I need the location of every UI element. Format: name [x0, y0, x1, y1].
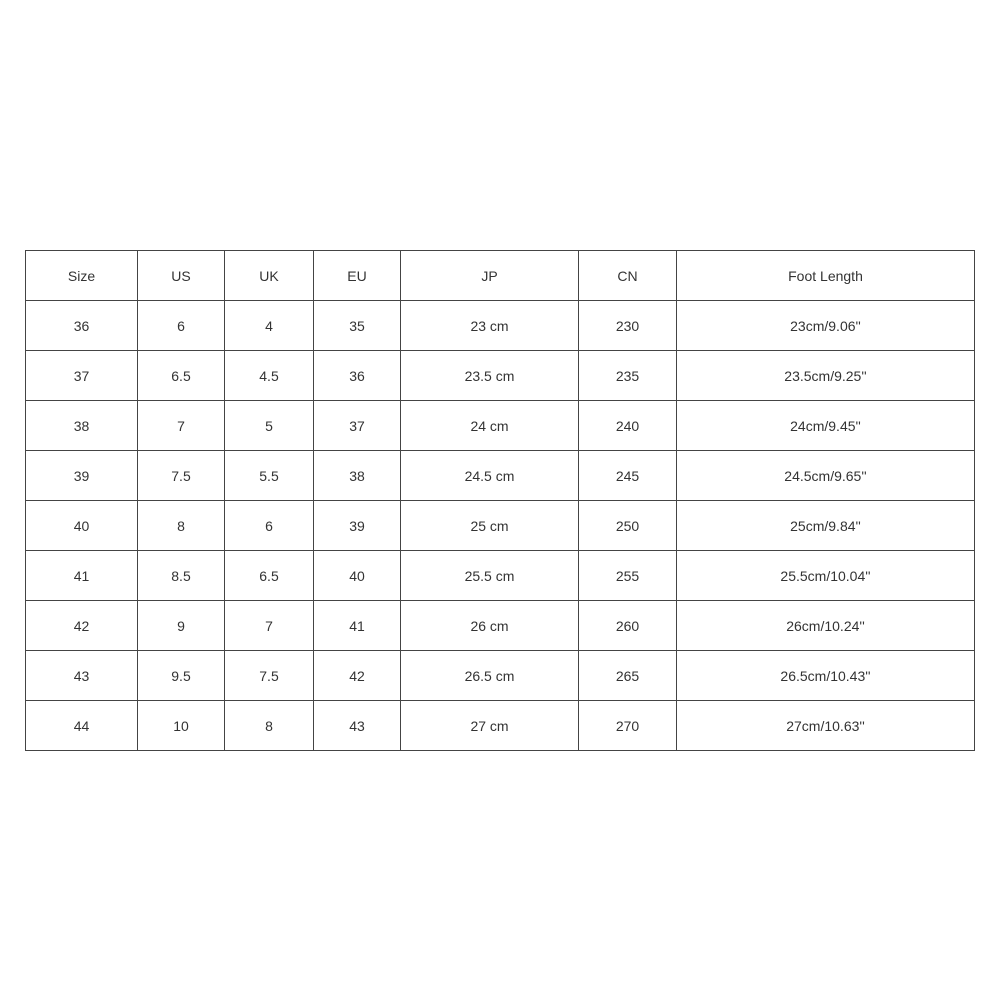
table-row — [26, 651, 975, 701]
cell-uk: 6.5 — [225, 551, 314, 601]
header-foot-length: Foot Length — [677, 251, 975, 301]
cell-us: 8.5 — [138, 551, 225, 601]
cell-cn: 230 — [579, 301, 677, 351]
header-uk: UK — [225, 251, 314, 301]
cell-jp: 27 cm — [401, 701, 579, 751]
cell-cn: 260 — [579, 601, 677, 651]
cell-size: 39 — [26, 451, 138, 501]
cell-uk: 7 — [225, 601, 314, 651]
cell-eu: 39 — [314, 501, 401, 551]
cell-size: 42 — [26, 601, 138, 651]
cell-jp: 25 cm — [401, 501, 579, 551]
header-eu: EU — [314, 251, 401, 301]
cell-us: 9 — [138, 601, 225, 651]
table-row — [26, 701, 975, 751]
cell-jp: 23.5 cm — [401, 351, 579, 401]
cell-foot-length: 25.5cm/10.04'' — [677, 551, 975, 601]
header-jp: JP — [401, 251, 579, 301]
cell-eu: 38 — [314, 451, 401, 501]
cell-jp: 25.5 cm — [401, 551, 579, 601]
cell-size: 40 — [26, 501, 138, 551]
cell-eu: 41 — [314, 601, 401, 651]
cell-foot-length: 27cm/10.63'' — [677, 701, 975, 751]
cell-us: 9.5 — [138, 651, 225, 701]
cell-uk: 5 — [225, 401, 314, 451]
cell-foot-length: 23cm/9.06'' — [677, 301, 975, 351]
cell-us: 8 — [138, 501, 225, 551]
cell-size: 37 — [26, 351, 138, 401]
cell-cn: 255 — [579, 551, 677, 601]
cell-jp: 23 cm — [401, 301, 579, 351]
cell-eu: 37 — [314, 401, 401, 451]
cell-uk: 6 — [225, 501, 314, 551]
header-us: US — [138, 251, 225, 301]
cell-uk: 8 — [225, 701, 314, 751]
cell-eu: 42 — [314, 651, 401, 701]
table-row — [26, 351, 975, 401]
cell-foot-length: 26.5cm/10.43'' — [677, 651, 975, 701]
table-row — [26, 401, 975, 451]
cell-jp: 24 cm — [401, 401, 579, 451]
cell-uk: 4.5 — [225, 351, 314, 401]
cell-jp: 26.5 cm — [401, 651, 579, 701]
cell-uk: 4 — [225, 301, 314, 351]
table-row — [26, 601, 975, 651]
cell-foot-length: 23.5cm/9.25'' — [677, 351, 975, 401]
size-chart-table — [25, 250, 975, 751]
cell-us: 7.5 — [138, 451, 225, 501]
cell-foot-length: 26cm/10.24'' — [677, 601, 975, 651]
cell-size: 44 — [26, 701, 138, 751]
table-row — [26, 501, 975, 551]
cell-foot-length: 24.5cm/9.65'' — [677, 451, 975, 501]
cell-cn: 240 — [579, 401, 677, 451]
header-row — [26, 251, 975, 301]
cell-eu: 35 — [314, 301, 401, 351]
cell-jp: 26 cm — [401, 601, 579, 651]
cell-cn: 265 — [579, 651, 677, 701]
table-row — [26, 301, 975, 351]
cell-us: 6.5 — [138, 351, 225, 401]
table-row — [26, 451, 975, 501]
cell-cn: 245 — [579, 451, 677, 501]
table-body — [26, 301, 975, 751]
cell-foot-length: 24cm/9.45'' — [677, 401, 975, 451]
cell-foot-length: 25cm/9.84'' — [677, 501, 975, 551]
cell-size: 41 — [26, 551, 138, 601]
cell-cn: 250 — [579, 501, 677, 551]
cell-uk: 7.5 — [225, 651, 314, 701]
cell-size: 43 — [26, 651, 138, 701]
cell-size: 36 — [26, 301, 138, 351]
cell-eu: 40 — [314, 551, 401, 601]
cell-us: 10 — [138, 701, 225, 751]
cell-eu: 43 — [314, 701, 401, 751]
header-cn: CN — [579, 251, 677, 301]
cell-eu: 36 — [314, 351, 401, 401]
cell-us: 7 — [138, 401, 225, 451]
table-header — [26, 251, 975, 301]
cell-jp: 24.5 cm — [401, 451, 579, 501]
cell-cn: 270 — [579, 701, 677, 751]
cell-us: 6 — [138, 301, 225, 351]
table-row — [26, 551, 975, 601]
cell-uk: 5.5 — [225, 451, 314, 501]
header-size: Size — [26, 251, 138, 301]
cell-cn: 235 — [579, 351, 677, 401]
cell-size: 38 — [26, 401, 138, 451]
